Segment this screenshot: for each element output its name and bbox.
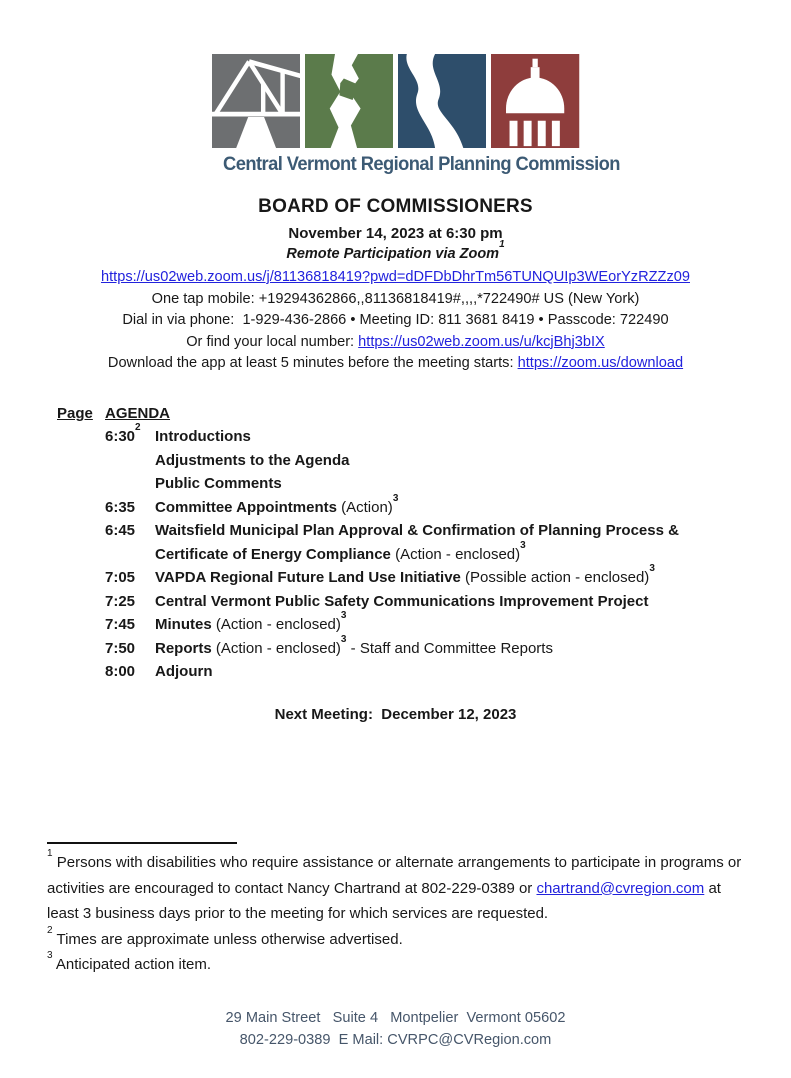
- page-footer: [0, 1007, 791, 1051]
- local-number-link[interactable]: https://us02web.zoom.us/u/kcjBhj3bIX: [358, 333, 605, 350]
- one-tap-line: One tap mobile: +19294362866,,81136818419#,,,,*722490# US (New York): [151, 290, 640, 307]
- agenda-time: [105, 472, 155, 496]
- agenda-text: Committee Appointments (Action)$^3$: [155, 492, 399, 516]
- agenda-time: 7:25: [105, 592, 136, 610]
- local-number-line: Or find your local number: https://us02web.zoom.us/u/kcjBhj3bIX: [186, 333, 605, 350]
- footnote-list: [47, 850, 742, 978]
- zoom-info: [0, 267, 791, 375]
- agenda-text: Adjourn: [155, 663, 213, 681]
- page-column-header: Page: [57, 404, 93, 422]
- agenda-time: 6:35: [105, 498, 136, 516]
- agenda-item: [57, 472, 791, 496]
- document-page: [0, 54, 791, 1078]
- remote-participation-note: Remote Participation via Zoom$^1$: [286, 239, 505, 262]
- agenda-item: [57, 422, 791, 449]
- email-link[interactable]: chartrand@cvregion.com: [536, 879, 705, 897]
- capitol-dome-icon: [491, 54, 579, 148]
- download-app-link[interactable]: https://zoom.us/download: [517, 355, 684, 372]
- footnote: $^3$ Anticipated action item.: [47, 950, 211, 974]
- agenda-list: [57, 422, 791, 684]
- cvrpc-logo: [212, 54, 620, 176]
- page-title: BOARD OF COMMISSIONERS: [258, 196, 533, 217]
- footer-address: 29 Main Street Suite 4 Montpelier Vermont 05602: [225, 1010, 566, 1026]
- dial-in-line: Dial in via phone: 1-929-436-2866 • Meeting ID: 811 3681 8419 • Passcode: 722490: [122, 312, 669, 329]
- agenda-text: Adjustments to the Agenda: [155, 451, 350, 469]
- logo-tagline: Central Vermont Regional Planning Commission: [222, 153, 620, 175]
- agenda-column-headers: [57, 402, 791, 426]
- meeting-header: [0, 196, 791, 375]
- footnote: $^2$ Times are approximate unless otherwise advertised.: [47, 924, 403, 948]
- river-icon: [398, 54, 486, 148]
- agenda-title-header: AGENDA: [105, 404, 171, 422]
- agenda-item: [57, 660, 791, 684]
- agenda-time: 7:50: [105, 639, 136, 657]
- bridge-icon: [212, 54, 300, 148]
- footnote-separator: [47, 842, 237, 844]
- footnote: $^1$ Persons with disabilities who require assistance or alternate arrangements to participate in programs or activities are encouraged to contact Nancy Chartrand at 802-229-0389 or chartrand@cvregion.com at least 3 business days prior to the meeting for which services are requested.: [47, 848, 742, 923]
- agenda-text: Central Vermont Public Safety Communications Improvement Project: [155, 592, 649, 610]
- agenda-text: Public Comments: [155, 475, 282, 493]
- agenda-text: Waitsfield Municipal Plan Approval & Confirmation of Planning Process & Certificate of Energy Compliance (Action - enclosed)$^3$: [155, 522, 679, 563]
- logo-tiles: [212, 54, 580, 148]
- footnote-ref-1: 1: [499, 239, 505, 251]
- agenda-section: [57, 402, 791, 684]
- agenda-time: 6:45: [105, 522, 136, 540]
- vermont-map-icon: [305, 54, 393, 148]
- agenda-time: $6:30^2$: [105, 422, 141, 446]
- footnotes-section: [47, 842, 742, 978]
- agenda-item: [57, 590, 791, 614]
- agenda-item: [57, 449, 791, 473]
- agenda-item: [57, 563, 791, 590]
- meeting-datetime: November 14, 2023 at 6:30 pm: [288, 225, 503, 242]
- footer-contact: 802-229-0389 E Mail: CVRPC@CVRegion.com: [239, 1032, 552, 1048]
- next-meeting-line: Next Meeting: December 12, 2023: [274, 705, 517, 723]
- agenda-item: [57, 519, 791, 566]
- agenda-item: [57, 633, 791, 661]
- agenda-time: 8:00: [105, 663, 136, 681]
- agenda-time: 7:05: [105, 569, 136, 587]
- agenda-text: Introductions: [155, 428, 251, 446]
- agenda-text: VAPDA Regional Future Land Use Initiative (Possible action - enclosed)$^3$: [155, 563, 655, 587]
- agenda-text: Reports (Action - enclosed)$^3$ - Staff and Committee Reports: [155, 633, 553, 657]
- agenda-time: 7:45: [105, 616, 136, 634]
- zoom-meeting-link[interactable]: https://us02web.zoom.us/j/81136818419?pwd=dDFDbDhrTm56TUNQUIp3WEorYzRZZz09: [100, 269, 690, 285]
- agenda-item: [57, 610, 791, 637]
- agenda-text: Minutes (Action - enclosed)$^3$: [155, 610, 347, 634]
- download-line: Download the app at least 5 minutes before the meeting starts: https://zoom.us/download: [107, 355, 684, 372]
- agenda-item: [57, 492, 791, 520]
- zoom-url-line: [0, 267, 791, 289]
- agenda-time: [105, 449, 155, 473]
